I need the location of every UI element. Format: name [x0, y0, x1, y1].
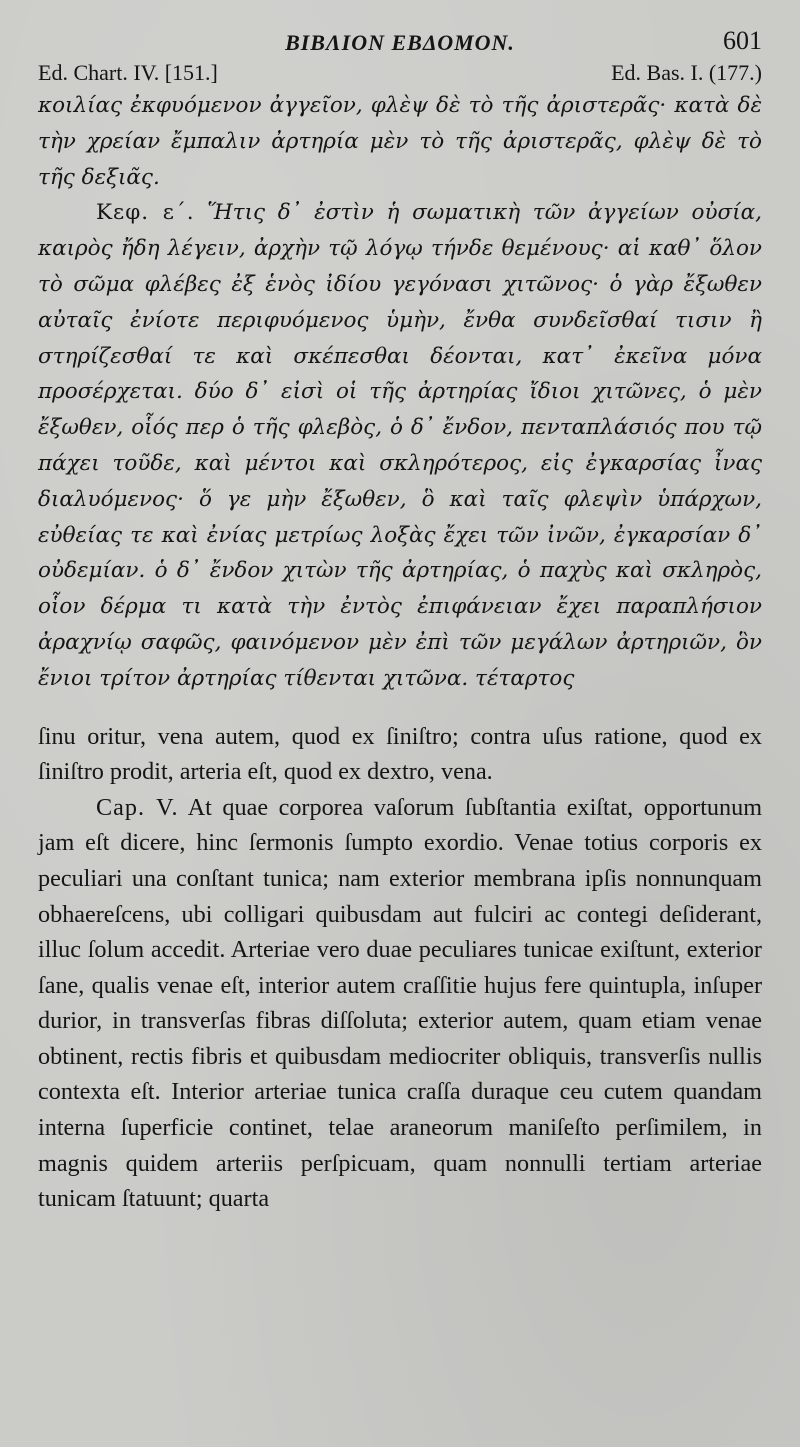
running-title: ΒΙΒΛΙΟΝ ΕΒΔΟΜΟΝ. — [285, 30, 515, 55]
latin-text-block — [38, 719, 762, 1217]
greek-paragraph: κοιλίας ἐκφυόμενον ἀγγεῖον, φλὲψ δὲ τὸ τῆς ἀριστερᾶς· κατὰ δὲ τὴν χρείαν ἔμπαλιν ἀρτηρία μὲν τὸ τῆς ἀριστερᾶς, φλὲψ δὲ τὸ τῆς δεξιᾶς. — [38, 93, 762, 190]
running-head — [38, 22, 762, 58]
edition-line — [38, 58, 762, 88]
greek-chapter-text: Ἥτις δ᾽ ἐστὶν ἡ σωματικὴ τῶν ἀγγείων οὐσία, καιρὸς ἤδη λέγειν, ἀρχὴν τῷ λόγῳ τήνδε θεμένους· αἱ καθ᾽ ὅλον τὸ σῶμα φλέβες ἐξ ἑνὸς ἰδίου γεγόνασι χιτῶνος· ὁ γὰρ ἔξωθεν αὐταῖς ἐνίοτε περιφυόμενος ὑμὴν, ἔνθα συνδεῖσθαί τισιν ἢ στηρίζεσθαί τε καὶ σκέπεσθαι δέονται, κατ᾽ ἐκεῖνα μόνα προσέρχεται. δύο δ᾽ εἰσὶ οἱ τῆς ἀρτηρίας ἴδιοι χιτῶνες, ὁ μὲν ἔξωθεν, οἷός περ ὁ τῆς φλεβὸς, ὁ δ᾽ ἔνδον, πενταπλάσιός που τῷ πάχει τοῦδε, καὶ μέντοι καὶ σκληρότερος, εἰς ἐγκαρσίας ἶνας διαλυόμενος· ὅ γε μὴν ἔξωθεν, ὃ καὶ ταῖς φλεψὶν ὑπάρχων, εὐθείας τε καὶ ἐνίας μετρίως λοξὰς ἔχει τῶν ἰνῶν, ἐγκαρσίαν δ᾽ οὐδεμίαν. ὁ δ᾽ ἔνδον χιτὼν τῆς ἀρτηρίας, ὁ παχὺς καὶ σκληρὸς, οἷον δέρμα τι κατὰ τὴν ἐντὸς ἐπιφάνειαν ἔχει παραπλήσιον ἀραχνίῳ σαφῶς, φαινόμενον μὲν ἐπὶ τῶν μεγάλων ἀρτηριῶν, ὃν ἔνιοι τρίτον ἀρτηρίας τίθενται χιτῶνα. τέταρτος — [38, 200, 762, 691]
page-number: 601 — [723, 26, 762, 55]
greek-text-block — [38, 88, 762, 697]
greek-chapter-paragraph — [38, 195, 762, 696]
edition-reference-left: Ed. Chart. IV. [151.] — [38, 60, 218, 85]
edition-reference-right: Ed. Bas. I. (177.) — [611, 60, 762, 85]
latin-chapter-paragraph — [38, 790, 762, 1217]
greek-chapter-label: Κεφ. ε΄. — [96, 200, 195, 226]
latin-paragraph: ſinu oritur, vena autem, quod ex ſiniſtro; contra uſus ratione, quod ex ſiniſtro prodit, arteria eſt, quod ex dextro, vena. — [38, 722, 762, 786]
latin-chapter-text: At quae corporea vaſorum ſubſtantia exiſtat, opportunum jam eſt dicere, hinc ſermonis ſumpto exordio. Venae totius corporis ex peculiari una conſtant tunica; nam exterior membrana ipſis nonnunquam obhaereſcens, ubi colligari quibusdam aut fulciri ac contegi deſiderant, illuc ſolum accedit. Arteriae vero duae peculiares tunicae exiſtunt, exterior ſane, qualis venae eſt, interior autem craſſitie hujus fere quintupla, inſuper durior, in transverſas fibras diſſoluta; exterior autem, quam etiam venae obtinent, rectis fibris et quibusdam mediocriter obliquis, transverſis nullis contexta eſt. Interior arteriae tunica craſſa duraque ceu cutem quandam interna ſuperficie continet, telae araneorum maniſeſto perſimilem, in magnis quidem arteriis perſpicuam, quam nonnulli tertiam arteriae tunicam ſtatuunt; quarta — [38, 793, 763, 1213]
latin-chapter-label: Cap. V. — [96, 793, 179, 821]
